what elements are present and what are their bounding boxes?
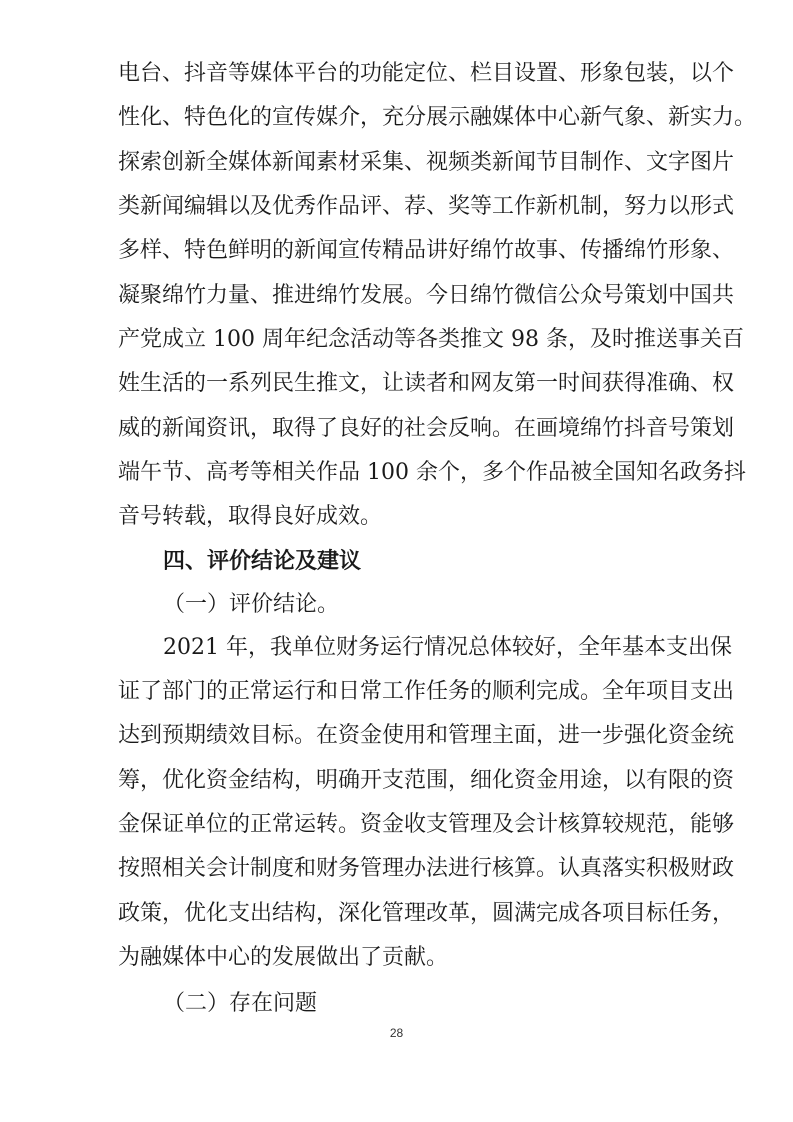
conclusion-line-2: 证了部门的正常运行和日常工作任务的顺利完成。全年项目支出 (118, 679, 735, 704)
subheading-problems: （二）存在问题 (163, 991, 318, 1016)
paragraph-line-4: 类新闻编辑以及优秀作品评、荐、奖等工作新机制，努力以形式 (118, 194, 735, 219)
paragraph-line-10: 端午节、高考等相关作品 100 余个，多个作品被全国知名政务抖 (118, 460, 746, 485)
conclusion-line-1: 2021 年，我单位财务运行情况总体较好，全年基本支出保 (163, 635, 732, 660)
conclusion-line-8: 为融媒体中心的发展做出了贡献。 (118, 945, 449, 970)
conclusion-line-6: 按照相关会计制度和财务管理办法进行核算。认真落实积极财政 (118, 856, 735, 881)
paragraph-line-8: 姓生活的一系列民生推文，让读者和网友第一时间获得准确、权 (118, 371, 735, 396)
conclusion-line-5: 金保证单位的正常运转。资金收支管理及会计核算较规范，能够 (118, 812, 735, 837)
conclusion-line-4: 筹，优化资金结构，明确开支范围，细化资金用途，以有限的资 (118, 768, 735, 793)
paragraph-line-2: 性化、特色化的宣传媒介，充分展示融媒体中心新气象、新实力。 (118, 105, 757, 130)
paragraph-line-7: 产党成立 100 周年纪念活动等各类推文 98 条，及时推送事关百 (118, 327, 744, 352)
paragraph-line-3: 探索创新全媒体新闻素材采集、视频类新闻节目制作、文字图片 (118, 150, 735, 175)
paragraph-line-1: 电台、抖音等媒体平台的功能定位、栏目设置、形象包装，以个 (118, 61, 735, 86)
section-heading: 四、评价结论及建议 (163, 548, 362, 574)
page-number: 28 (389, 1026, 404, 1040)
conclusion-line-3: 达到预期绩效目标。在资金使用和管理主面，进一步强化资金统 (118, 723, 735, 748)
subheading-conclusion: （一）评价结论。 (163, 592, 340, 617)
paragraph-line-5: 多样、特色鲜明的新闻宣传精品讲好绵竹故事、传播绵竹形象、 (118, 238, 735, 263)
paragraph-line-11: 音号转载，取得良好成效。 (118, 504, 383, 529)
paragraph-line-6: 凝聚绵竹力量、推进绵竹发展。今日绵竹微信公众号策划中国共 (118, 283, 735, 308)
paragraph-line-9: 威的新闻资讯，取得了良好的社会反响。在画境绵竹抖音号策划 (118, 416, 735, 441)
conclusion-line-7: 政策，优化支出结构，深化管理改革，圆满完成各项目标任务， (118, 901, 735, 926)
